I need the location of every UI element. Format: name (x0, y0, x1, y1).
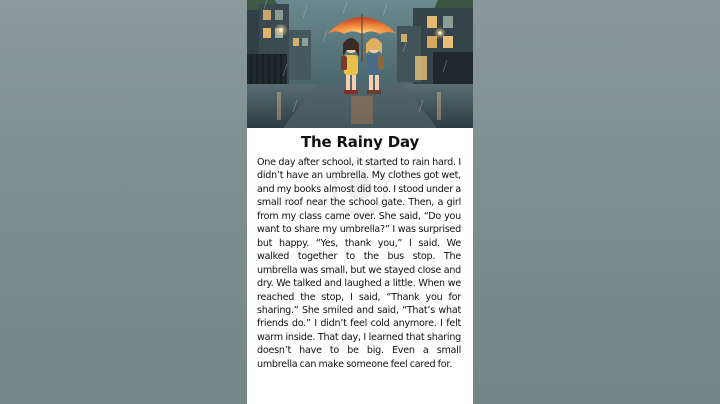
blurred-background-right (473, 0, 720, 404)
story-title: The Rainy Day (300, 133, 420, 151)
rainy-street-illustration (247, 0, 473, 128)
story-card (247, 0, 473, 404)
story-text: One day after school, it started to rain hard. I didn’t have an umbrella. My clothes got wet, and my books almost did too. I stood under a small roof near the school gate. Then, a girl from my class came over. She said, “Do you want to share my umbrella?” I was surprised but happy. “Yes, thank you,” I said. We walked together to the bus stop. The umbrella was small, but we stayed close and dry. We talked and laughed a little. When we reached the stop, I said, “Thank you for sharing.” She smiled and said, “That’s what friends do.” I didn’t feel cold anymore. I felt warm inside. That day, I learned that sharing doesn’t have to be big. Even a small umbrella can make someone feel cared for. (257, 157, 461, 370)
blurred-background-left (0, 0, 247, 404)
